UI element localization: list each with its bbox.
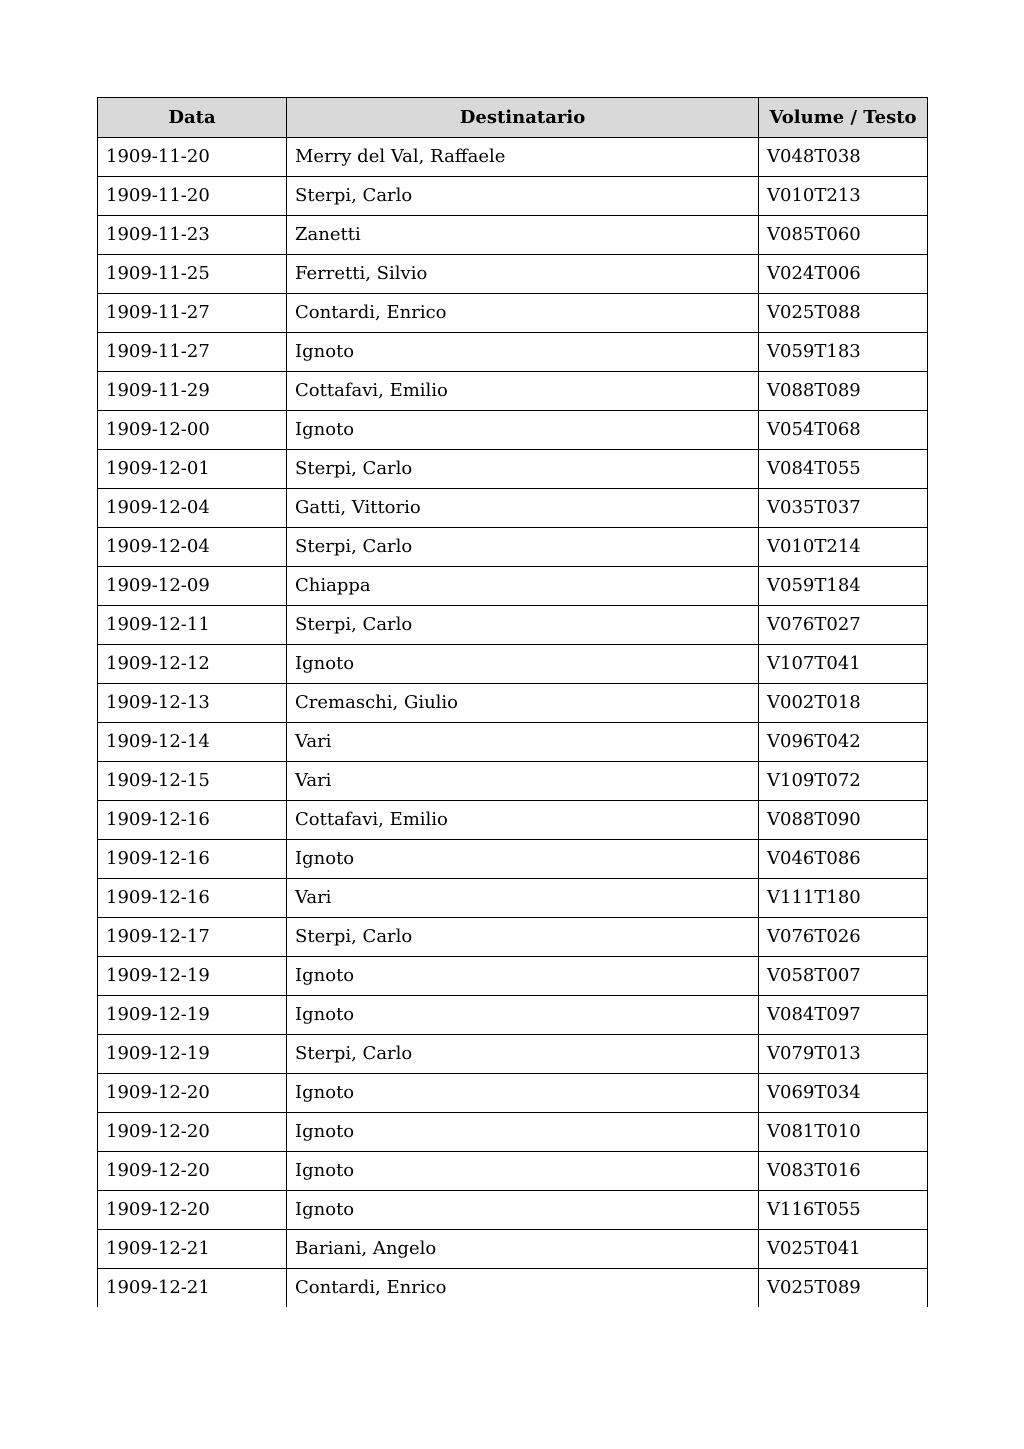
cell-date: 1909-12-13: [98, 684, 287, 723]
table-row: [98, 1113, 928, 1152]
cell-date: 1909-12-14: [98, 723, 287, 762]
cell-recipient: Cremaschi, Giulio: [287, 684, 759, 723]
cell-volume-text: V116T055: [759, 1191, 928, 1230]
cell-volume-text: V059T184: [759, 567, 928, 606]
cell-volume-text: V079T013: [759, 1035, 928, 1074]
cell-recipient: Merry del Val, Raffaele: [287, 138, 759, 177]
cell-recipient: Sterpi, Carlo: [287, 177, 759, 216]
cell-recipient: Ignoto: [287, 957, 759, 996]
cell-recipient: Ferretti, Silvio: [287, 255, 759, 294]
cell-recipient: Ignoto: [287, 645, 759, 684]
cell-volume-text: V083T016: [759, 1152, 928, 1191]
table-row: [98, 996, 928, 1035]
letters-table: [97, 97, 928, 1307]
table-body: [98, 138, 928, 1308]
cell-date: 1909-12-17: [98, 918, 287, 957]
table-row: [98, 918, 928, 957]
table-row: [98, 138, 928, 177]
cell-date: 1909-12-01: [98, 450, 287, 489]
table-row: [98, 255, 928, 294]
cell-volume-text: V058T007: [759, 957, 928, 996]
cell-volume-text: V025T089: [759, 1269, 928, 1308]
cell-date: 1909-12-15: [98, 762, 287, 801]
cell-date: 1909-12-16: [98, 879, 287, 918]
table-row: [98, 450, 928, 489]
table-row: [98, 879, 928, 918]
cell-date: 1909-12-00: [98, 411, 287, 450]
cell-volume-text: V002T018: [759, 684, 928, 723]
cell-recipient: Vari: [287, 723, 759, 762]
cell-date: 1909-12-21: [98, 1230, 287, 1269]
cell-date: 1909-11-29: [98, 372, 287, 411]
cell-date: 1909-12-20: [98, 1074, 287, 1113]
cell-recipient: Cottafavi, Emilio: [287, 372, 759, 411]
cell-volume-text: V046T086: [759, 840, 928, 879]
cell-date: 1909-12-09: [98, 567, 287, 606]
table-row: [98, 528, 928, 567]
cell-date: 1909-11-27: [98, 333, 287, 372]
cell-recipient: Ignoto: [287, 1074, 759, 1113]
cell-volume-text: V010T213: [759, 177, 928, 216]
table-row: [98, 1152, 928, 1191]
cell-date: 1909-12-20: [98, 1191, 287, 1230]
cell-date: 1909-12-04: [98, 489, 287, 528]
cell-recipient: Contardi, Enrico: [287, 294, 759, 333]
table-row: [98, 840, 928, 879]
cell-date: 1909-12-16: [98, 840, 287, 879]
table-row: [98, 723, 928, 762]
table-row: [98, 216, 928, 255]
cell-recipient: Ignoto: [287, 411, 759, 450]
cell-volume-text: V024T006: [759, 255, 928, 294]
cell-volume-text: V084T097: [759, 996, 928, 1035]
cell-date: 1909-12-19: [98, 1035, 287, 1074]
cell-recipient: Sterpi, Carlo: [287, 1035, 759, 1074]
cell-volume-text: V081T010: [759, 1113, 928, 1152]
cell-volume-text: V107T041: [759, 645, 928, 684]
table-row: [98, 1035, 928, 1074]
header-volume-text: Volume / Testo: [759, 98, 928, 138]
table-row: [98, 489, 928, 528]
table-row: [98, 567, 928, 606]
cell-volume-text: V088T089: [759, 372, 928, 411]
cell-date: 1909-12-20: [98, 1113, 287, 1152]
table-row: [98, 1230, 928, 1269]
cell-date: 1909-12-16: [98, 801, 287, 840]
table-row: [98, 684, 928, 723]
cell-volume-text: V025T088: [759, 294, 928, 333]
cell-date: 1909-11-25: [98, 255, 287, 294]
cell-volume-text: V085T060: [759, 216, 928, 255]
table-row: [98, 801, 928, 840]
cell-volume-text: V025T041: [759, 1230, 928, 1269]
header-recipient: Destinatario: [287, 98, 759, 138]
cell-recipient: Sterpi, Carlo: [287, 606, 759, 645]
cell-date: 1909-12-19: [98, 996, 287, 1035]
table-row: [98, 957, 928, 996]
cell-date: 1909-12-20: [98, 1152, 287, 1191]
cell-volume-text: V048T038: [759, 138, 928, 177]
cell-date: 1909-12-12: [98, 645, 287, 684]
cell-volume-text: V035T037: [759, 489, 928, 528]
table-row: [98, 1269, 928, 1308]
cell-volume-text: V109T072: [759, 762, 928, 801]
header-date: Data: [98, 98, 287, 138]
cell-volume-text: V054T068: [759, 411, 928, 450]
cell-recipient: Vari: [287, 762, 759, 801]
header-row: [98, 98, 928, 138]
cell-date: 1909-11-23: [98, 216, 287, 255]
cell-date: 1909-11-27: [98, 294, 287, 333]
table-row: [98, 1191, 928, 1230]
cell-recipient: Contardi, Enrico: [287, 1269, 759, 1308]
cell-volume-text: V076T026: [759, 918, 928, 957]
cell-recipient: Sterpi, Carlo: [287, 528, 759, 567]
cell-recipient: Bariani, Angelo: [287, 1230, 759, 1269]
cell-recipient: Ignoto: [287, 1191, 759, 1230]
cell-volume-text: V059T183: [759, 333, 928, 372]
cell-recipient: Gatti, Vittorio: [287, 489, 759, 528]
table-row: [98, 645, 928, 684]
table-row: [98, 294, 928, 333]
cell-recipient: Cottafavi, Emilio: [287, 801, 759, 840]
cell-recipient: Chiappa: [287, 567, 759, 606]
cell-recipient: Ignoto: [287, 996, 759, 1035]
cell-date: 1909-11-20: [98, 177, 287, 216]
table-row: [98, 1074, 928, 1113]
cell-volume-text: V096T042: [759, 723, 928, 762]
cell-date: 1909-12-21: [98, 1269, 287, 1308]
cell-recipient: Sterpi, Carlo: [287, 450, 759, 489]
cell-date: 1909-12-11: [98, 606, 287, 645]
table-row: [98, 372, 928, 411]
table-row: [98, 333, 928, 372]
cell-recipient: Ignoto: [287, 333, 759, 372]
table-row: [98, 177, 928, 216]
cell-volume-text: V084T055: [759, 450, 928, 489]
cell-recipient: Ignoto: [287, 1113, 759, 1152]
cell-recipient: Zanetti: [287, 216, 759, 255]
cell-volume-text: V111T180: [759, 879, 928, 918]
cell-date: 1909-12-04: [98, 528, 287, 567]
cell-volume-text: V088T090: [759, 801, 928, 840]
document-page: [97, 97, 927, 1307]
cell-recipient: Ignoto: [287, 840, 759, 879]
cell-date: 1909-11-20: [98, 138, 287, 177]
cell-date: 1909-12-19: [98, 957, 287, 996]
cell-volume-text: V010T214: [759, 528, 928, 567]
cell-recipient: Vari: [287, 879, 759, 918]
cell-volume-text: V069T034: [759, 1074, 928, 1113]
cell-recipient: Ignoto: [287, 1152, 759, 1191]
table-row: [98, 762, 928, 801]
cell-recipient: Sterpi, Carlo: [287, 918, 759, 957]
cell-volume-text: V076T027: [759, 606, 928, 645]
table-header: [98, 98, 928, 138]
table-row: [98, 606, 928, 645]
table-row: [98, 411, 928, 450]
